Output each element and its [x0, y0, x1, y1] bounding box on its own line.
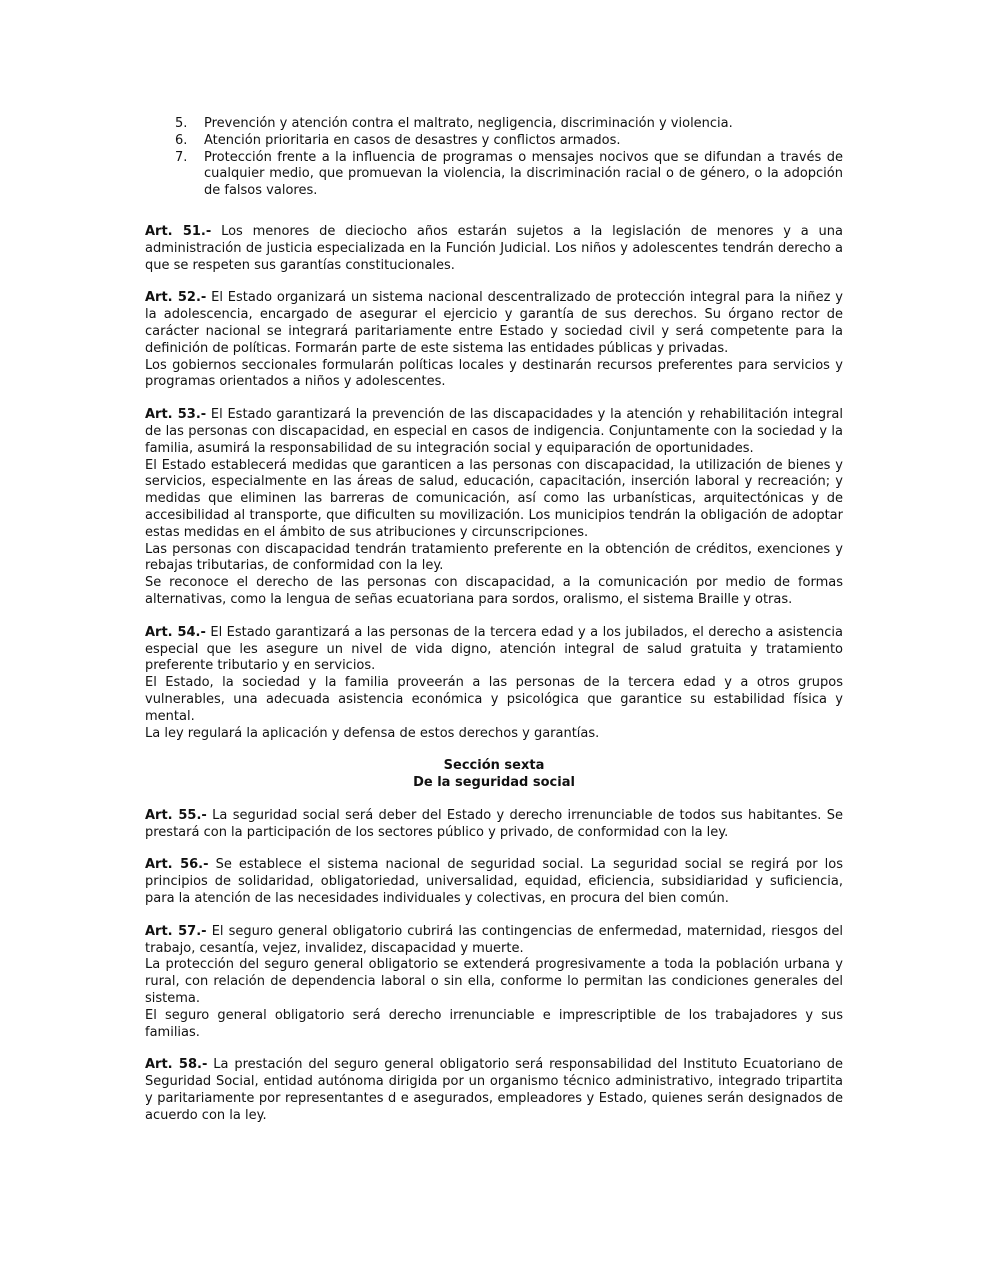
- list-item-number: 6.: [175, 132, 188, 148]
- section-heading: [145, 758, 843, 792]
- article-paragraph: Se reconoce el derecho de las personas con discapacidad, a la comunicación por medio de formas alternativas, como la lengua de señas ecuatoriana para sordos, oralismo, el sistema Braille y otras.: [145, 575, 843, 607]
- article-paragraph: La protección del seguro general obligatorio se extenderá progresivamente a toda la población urbana y rural, con relación de dependencia laboral o sin ella, conforme lo permitan las condiciones generales del sistema.: [145, 957, 843, 1007]
- section-subtitle: De la seguridad social: [413, 775, 575, 791]
- article-55: [145, 808, 843, 842]
- section-title: Sección sexta: [443, 758, 545, 774]
- list-item-number: 7.: [175, 149, 188, 165]
- article-text: La prestación del seguro general obligatorio será responsabilidad del Instituto Ecuatoriano de Seguridad Social, entidad autónoma dirigida por un organismo técnico administrativo, integrado tripartita y paritariamente por representantes d e asegurados, empleadores y Estado, quienes serán designados de acuerdo con la ley.: [145, 1057, 844, 1123]
- article-paragraph: [145, 290, 843, 357]
- list-item: [145, 116, 843, 133]
- article-text: Los menores de dieciocho años estarán sujetos a la legislación de menores y a una administración de justicia especializada en la Función Judicial. Los niños y adolescentes tendrán derecho a que se respeten sus garantías constitucionales.: [145, 223, 843, 273]
- article-text: El Estado organizará un sistema nacional descentralizado de protección integral para la niñez y la adolescencia, encargado de asegurar el ejercicio y garantía de sus derechos. Su órgano rector de carácter nacional se integrará paritariamente entre Estado y sociedad civil y será competente para la definición de políticas. Formarán parte de este sistema las entidades públicas y privadas.: [145, 290, 843, 356]
- article-label: Art. 55.-: [145, 807, 207, 823]
- article-text: El seguro general obligatorio cubrirá las contingencias de enfermedad, maternidad, riesgos del trabajo, cesantía, vejez, invalidez, discapacidad y muerte.: [145, 923, 843, 956]
- numbered-list: [145, 116, 843, 200]
- article-paragraph: El Estado, la sociedad y la familia proveerán a las personas de la tercera edad y a otros grupos vulnerables, una adecuada asistencia económica y psicológica que garantice su estabilidad física y mental.: [145, 675, 843, 724]
- article-paragraph: [145, 1057, 843, 1124]
- list-item-number: 5.: [175, 116, 188, 131]
- article-text: El Estado garantizará la prevención de las discapacidades y la atención y rehabilitación integral de las personas con discapacidad, en especial en casos de indigencia. Conjuntamente con la sociedad y la familia, asumirá la responsabilidad de su integración social y equiparación de oportunidades.: [145, 407, 843, 456]
- article-paragraph: [145, 857, 843, 907]
- article-51: [145, 224, 843, 274]
- article-text: La seguridad social será deber del Estado y derecho irrenunciable de todos sus habitantes. Se prestará con la participación de los sectores público y privado, de conformidad con la ley.: [145, 807, 844, 840]
- list-item-text: Atención prioritaria en casos de desastres y conflictos armados.: [204, 132, 621, 148]
- article-paragraph: El Estado establecerá medidas que garanticen a las personas con discapacidad, la utilización de bienes y servicios, especialmente en las áreas de salud, educación, capacitación, inserción laboral y recreación; y medidas que eliminen las barreras de comunicación, así como las urbanísticas, arquitectónicas y de accesibilidad al transporte, que dificulten su movilización. Los municipios tendrán la obligación de adoptar estas medidas en el ámbito de sus atribuciones y circunscripciones.: [145, 457, 843, 540]
- article-paragraph: Los gobiernos seccionales formularán políticas locales y destinarán recursos preferentes para servicios y programas orientados a niños y adolescentes.: [145, 357, 843, 390]
- article-56: [145, 857, 843, 907]
- document-page: [145, 116, 843, 1141]
- article-52: [145, 290, 843, 391]
- article-label: Art. 51.-: [145, 223, 212, 239]
- article-paragraph: [145, 808, 843, 842]
- article-text: El Estado garantizará a las personas de la tercera edad y a los jubilados, el derecho a asistencia especial que les asegure un nivel de vida digno, atención integral de salud gratuita y tratamiento preferente tributario y en servicios.: [145, 624, 843, 674]
- article-label: Art. 58.-: [145, 1057, 208, 1073]
- article-label: Art. 57.-: [145, 923, 207, 939]
- article-paragraph: La ley regulará la aplicación y defensa de estos derechos y garantías.: [145, 725, 600, 741]
- list-item: [145, 133, 843, 150]
- article-label: Art. 56.-: [145, 857, 209, 873]
- article-paragraph: [145, 625, 843, 675]
- article-57: [145, 924, 843, 1042]
- list-item-text: Prevención y atención contra el maltrato, negligencia, discriminación y violencia.: [204, 116, 733, 131]
- list-item: [145, 150, 843, 200]
- article-label: Art. 52.-: [145, 290, 207, 306]
- article-paragraph: [145, 224, 843, 274]
- article-label: Art. 53.-: [145, 407, 207, 423]
- article-paragraph: Las personas con discapacidad tendrán tratamiento preferente en la obtención de créditos, exenciones y rebajas tributarias, de conformidad con la ley.: [145, 541, 843, 574]
- article-58: [145, 1057, 843, 1124]
- article-paragraph: [145, 924, 843, 958]
- article-paragraph: [145, 407, 843, 457]
- article-54: [145, 625, 843, 743]
- list-item-text: Protección frente a la influencia de programas o mensajes nocivos que se difundan a través de cualquier medio, que promuevan la violencia, la discriminación racial o de género, o la adopción de falsos valores.: [204, 149, 843, 199]
- article-paragraph: El seguro general obligatorio será derecho irrenunciable e imprescriptible de los trabajadores y sus familias.: [145, 1007, 843, 1040]
- article-text: Se establece el sistema nacional de seguridad social. La seguridad social se regirá por los principios de solidaridad, obligatoriedad, universalidad, equidad, eficiencia, subsidiaridad y suficiencia, para la atención de las necesidades individuales y colectivas, en procura del bien común.: [145, 857, 843, 907]
- article-53: [145, 407, 843, 609]
- article-label: Art. 54.-: [145, 624, 206, 640]
